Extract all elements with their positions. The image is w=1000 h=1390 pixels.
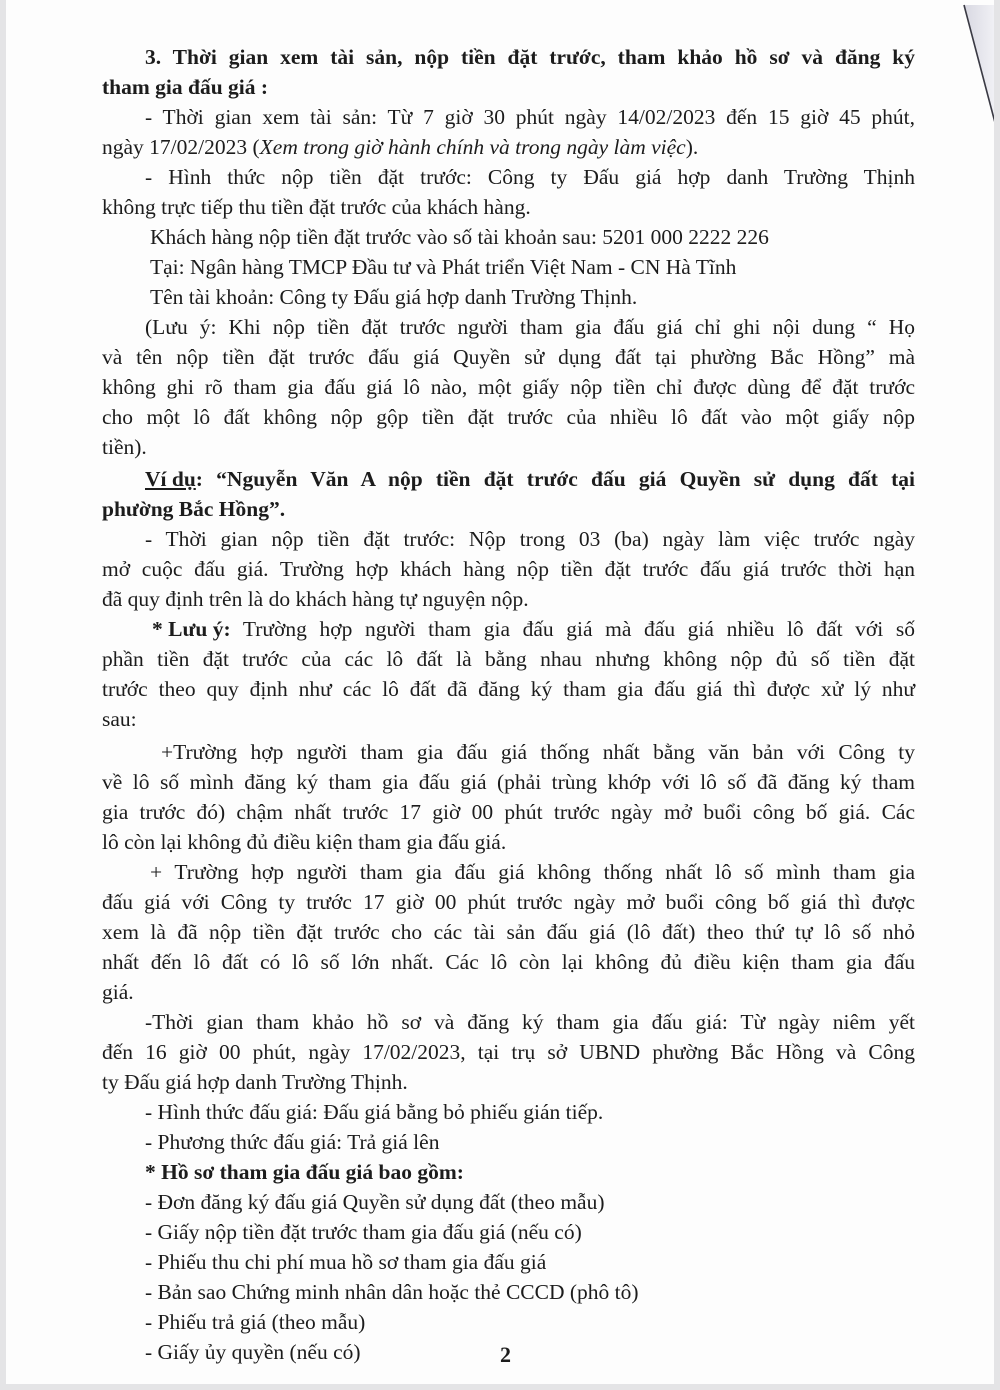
note-line: không ghi rõ tham gia đấu giá lô nào, một giấy nộp tiền chỉ được dùng để đặt trước <box>102 375 915 399</box>
example-line1 <box>145 464 915 494</box>
note-line: và tên nộp tiền đặt trước đấu giá Quyền sử dụng đất tại phường Bắc Hồng” mà <box>102 345 915 369</box>
bank-name: Tại: Ngân hàng TMCP Đầu tư và Phát triển Việt Nam - CN Hà Tĩnh <box>150 255 737 279</box>
case2-line: giá. <box>102 980 134 1004</box>
view-time-close: ). <box>685 135 699 159</box>
warning-line: trước theo quy định như các lô đất đã đăng ký tham gia đấu giá thì được xử lý như <box>102 677 915 701</box>
warning-text: Trường hợp người tham gia đấu giá mà đấu giá nhiều lô đất với số <box>230 617 915 641</box>
warning-line1 <box>152 614 915 644</box>
case1-line: lô còn lại không đủ điều kiện tham gia đấu giá. <box>102 830 507 854</box>
view-time-date: ngày 17/02/2023 ( <box>102 135 260 159</box>
reference-line: ty Đấu giá hợp danh Trường Thịnh. <box>102 1070 408 1094</box>
dossier-item: - Giấy nộp tiền đặt trước tham gia đấu giá (nếu có) <box>145 1220 582 1244</box>
dossier-item: - Giấy ủy quyền (nếu có) <box>145 1340 361 1364</box>
deposit-form-line2: không trực tiếp thu tiền đặt trước của khách hàng. <box>102 195 531 219</box>
warning-label: * Lưu ý: <box>152 617 231 641</box>
deposit-time-line: - Thời gian nộp tiền đặt trước: Nộp trong 03 (ba) ngày làm việc trước ngày <box>145 527 915 551</box>
auction-form: - Hình thức đấu giá: Đấu giá bằng bỏ phiếu gián tiếp. <box>145 1100 604 1124</box>
note-line: tiền). <box>102 435 147 459</box>
deposit-time-line: mở cuộc đấu giá. Trường hợp khách hàng nộp tiền đặt trước đấu giá trước thời hạn <box>102 557 915 581</box>
note-line: (Lưu ý: Khi nộp tiền đặt trước người tham gia đấu giá chỉ ghi nội dung “ Họ <box>145 315 915 339</box>
section-heading-line2: tham gia đấu giá : <box>102 75 269 99</box>
section-heading-line1: 3. Thời gian xem tài sản, nộp tiền đặt trước, tham khảo hồ sơ và đăng ký <box>145 45 915 69</box>
example-text: : “Nguyễn Văn A nộp tiền đặt trước đấu giá Quyền sử dụng đất tại <box>195 467 915 491</box>
account-number: Khách hàng nộp tiền đặt trước vào số tài khoản sau: 5201 000 2222 226 <box>150 225 769 249</box>
account-name: Tên tài khoản: Công ty Đấu giá hợp danh Trường Thịnh. <box>150 285 638 309</box>
example-line2: phường Bắc Hồng”. <box>102 497 286 521</box>
case2-line: nhất đến lô đất có lô số lớn nhất. Các lô còn lại không đủ điều kiện tham gia đấu <box>102 950 915 974</box>
case1-line: +Trường hợp người tham gia đấu giá thống nhất bằng văn bản với Công ty <box>161 740 915 764</box>
view-time-note: Xem trong giờ hành chính và trong ngày làm việc <box>259 135 686 159</box>
deposit-time-line: đã quy định trên là do khách hàng tự nguyện nộp. <box>102 587 529 611</box>
view-time-line1: - Thời gian xem tài sản: Từ 7 giờ 30 phút ngày 14/02/2023 đến 15 giờ 45 phút, <box>145 105 915 129</box>
page-number: 2 <box>500 1342 511 1367</box>
reference-line: đến 16 giờ 00 phút, ngày 17/02/2023, tại trụ sở UBND phường Bắc Hồng và Công <box>102 1040 915 1064</box>
dossier-item: - Phiếu thu chi phí mua hồ sơ tham gia đấu giá <box>145 1250 547 1274</box>
case1-line: về lô số mình đăng ký tham gia đấu giá (phải trùng khớp với lô số đã đăng ký tham <box>102 770 915 794</box>
page-fold-shadow <box>946 0 994 140</box>
dossier-item: - Bản sao Chứng minh nhân dân hoặc thẻ CCCD (phô tô) <box>145 1280 639 1304</box>
example-label: Ví dụ <box>145 467 196 491</box>
warning-line: sau: <box>102 707 137 731</box>
deposit-form-line1: - Hình thức nộp tiền đặt trước: Công ty Đấu giá hợp danh Trường Thịnh <box>145 165 915 189</box>
note-line: cho một lô đất không nộp gộp tiền đặt trước của nhiều lô đất vào một giấy nộp <box>102 405 915 429</box>
reference-line: -Thời gian tham khảo hồ sơ và đăng ký tham gia đấu giá: Từ ngày niêm yết <box>145 1010 915 1034</box>
case2-line: + Trường hợp người tham gia đấu giá không thống nhất lô số mình tham gia <box>150 860 915 884</box>
auction-method: - Phương thức đấu giá: Trả giá lên <box>145 1130 440 1154</box>
case1-line: gia trước đó) chậm nhất trước 17 giờ 00 phút trước ngày mở buổi công bố giá. Các <box>102 800 915 824</box>
view-time-line2 <box>102 132 698 162</box>
case2-line: xem là đã nộp tiền đặt trước cho các tài sản đấu giá (lô đất) theo thứ tự lô số nhỏ <box>102 920 915 944</box>
warning-line: phần tiền đặt trước của các lô đất là bằng nhau nhưng không nộp đủ số tiền đặt <box>102 647 915 671</box>
dossier-item: - Đơn đăng ký đấu giá Quyền sử dụng đất (theo mẫu) <box>145 1190 605 1214</box>
dossier-item: - Phiếu trả giá (theo mẫu) <box>145 1310 366 1334</box>
document-page <box>6 0 994 1384</box>
dossier-heading: * Hồ sơ tham gia đấu giá bao gồm: <box>145 1160 464 1184</box>
case2-line: đấu giá với Công ty trước 17 giờ 00 phút trước ngày mở buổi công bố giá thì được <box>102 890 915 914</box>
